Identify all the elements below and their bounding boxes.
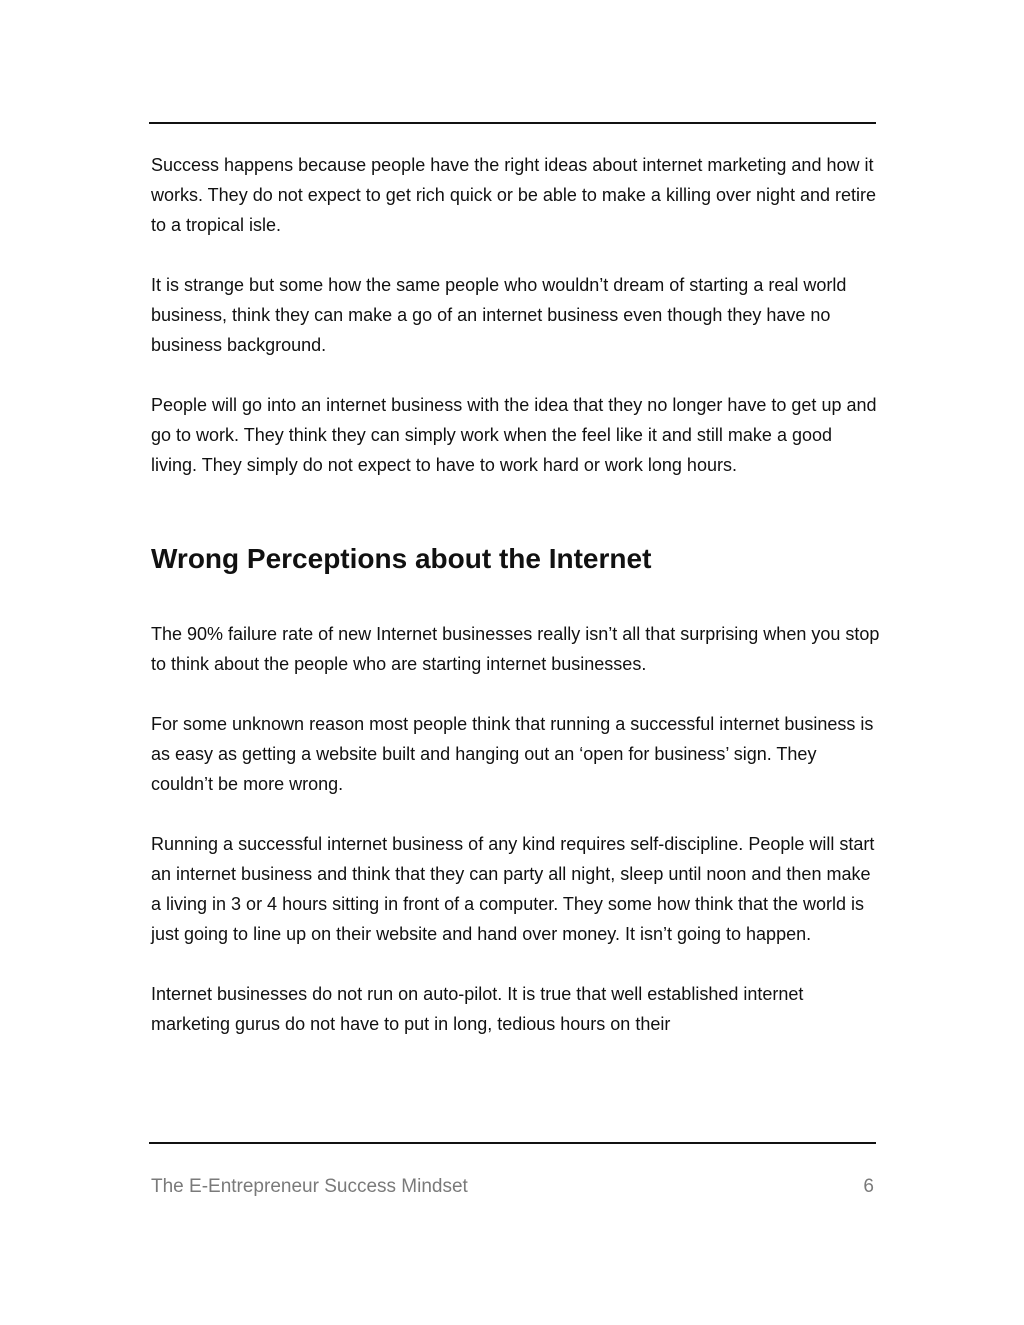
footer-page-number: 6	[863, 1176, 874, 1197]
body-paragraph: Success happens because people have the right ideas about internet marketing and how it works. They do not expect to get rich quick or be able to make a killing over night and retire to a tropical isle.	[151, 155, 877, 235]
body-paragraph: For some unknown reason most people think that running a successful internet business is as easy as getting a website built and hanging out an ‘open for business’ sign. They couldn’t be more wrong.	[151, 714, 874, 794]
section-heading: Wrong Perceptions about the Internet	[151, 543, 652, 574]
footer-book-title: The E-Entrepreneur Success Mindset	[151, 1176, 468, 1197]
body-paragraph: People will go into an internet business with the idea that they no longer have to get up and go to work. They think they can simply work when the feel like it and still make a good living. They simply do not expect to have to work hard or work long hours.	[151, 395, 877, 475]
intro-section	[151, 150, 881, 480]
page-body	[151, 150, 881, 1039]
page-footer	[151, 1174, 874, 1200]
body-paragraph: It is strange but some how the same people who wouldn’t dream of starting a real world business, think they can make a go of an internet business even though they have no business background.	[151, 275, 847, 355]
body-paragraph: Running a successful internet business of any kind requires self-discipline. People will start an internet business and think that they can party all night, sleep until noon and then make a living in 3 or 4 hours sitting in front of a computer. They some how think that the world is just going to line up on their website and hand over money. It isn’t going to happen.	[151, 834, 875, 944]
perceptions-section	[151, 619, 881, 1039]
footer-rule	[149, 1142, 876, 1144]
body-paragraph: The 90% failure rate of new Internet businesses really isn’t all that surprising when you stop to think about the people who are starting internet businesses.	[151, 624, 880, 674]
body-paragraph: Internet businesses do not run on auto-pilot. It is true that well established internet marketing gurus do not have to put in long, tedious hours on their	[151, 984, 804, 1034]
header-rule	[149, 122, 876, 124]
